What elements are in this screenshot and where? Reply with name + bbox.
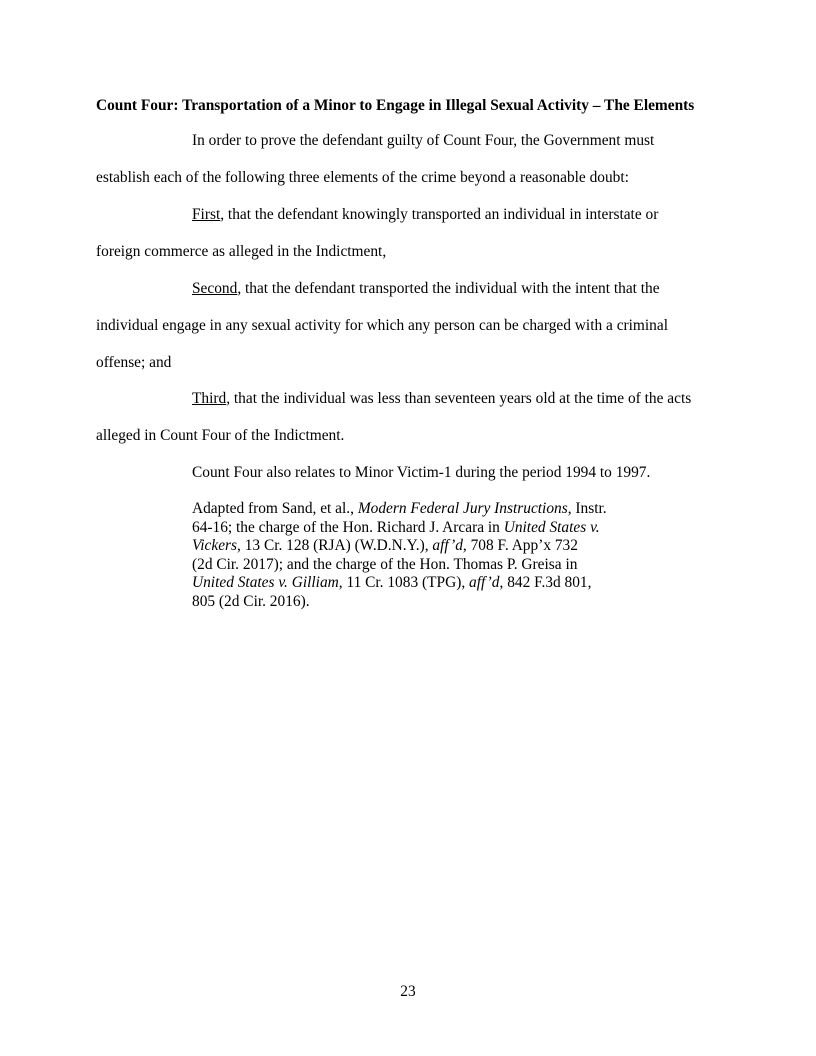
element-second-text: , that the defendant transported the individual with the intent that the	[237, 280, 660, 297]
source-note-line: 805 (2d Cir. 2016).	[192, 592, 310, 610]
element-second-line-1	[192, 280, 660, 298]
intro-line-2: establish each of the following three elements of the crime beyond a reasonable doubt:	[96, 169, 629, 186]
affirmed-signal: aff’d	[469, 574, 500, 592]
element-first-text: , that the defendant knowingly transported an individual in interstate or	[220, 206, 659, 223]
page-number: 23	[400, 983, 416, 1000]
source-note-line: United States v. Gilliam, 11 Cr. 1083 (TPG), aff’d, 842 F.3d 801,	[192, 574, 592, 592]
element-third-line-2: alleged in Count Four of the Indictment.	[96, 427, 345, 444]
element-second-line-3: offense; and	[96, 354, 172, 371]
element-second-line-2: individual engage in any sexual activity for which any person can be charged with a criminal	[96, 317, 668, 334]
source-note-line: Vickers, 13 Cr. 128 (RJA) (W.D.N.Y.), aff’d, 708 F. App’x 732	[192, 537, 578, 555]
element-third-marker: Third	[192, 390, 227, 407]
element-first-marker: First	[192, 206, 221, 223]
element-third-line-1	[192, 390, 691, 408]
intro-line-1: In order to prove the defendant guilty of Count Four, the Government must	[192, 132, 655, 149]
case-name: Vickers	[192, 537, 238, 555]
section-heading: Count Four: Transportation of a Minor to Engage in Illegal Sexual Activity – The Elements	[96, 97, 695, 114]
source-note-line: Adapted from Sand, et al., Modern Federal Jury Instructions, Instr.	[192, 500, 607, 517]
affirmed-signal: aff’d	[432, 537, 463, 555]
count-four-relates: Count Four also relates to Minor Victim-1 during the period 1994 to 1997.	[192, 464, 651, 481]
element-second-marker: Second	[192, 280, 238, 297]
source-note-line: 64-16; the charge of the Hon. Richard J. Arcara in United States v.	[192, 518, 600, 536]
source-note	[192, 500, 632, 612]
element-first-line-1	[192, 206, 658, 224]
case-name: United States v.	[503, 518, 600, 536]
element-first-line-2: foreign commerce as alleged in the Indictment,	[96, 243, 387, 260]
source-note-line: (2d Cir. 2017); and the charge of the Hon. Thomas P. Greisa in	[192, 555, 578, 573]
treatise-title: Modern Federal Jury Instructions	[357, 500, 568, 517]
case-name: United States v. Gilliam	[192, 574, 339, 592]
element-third-text: , that the individual was less than seventeen years old at the time of the acts	[226, 390, 692, 407]
